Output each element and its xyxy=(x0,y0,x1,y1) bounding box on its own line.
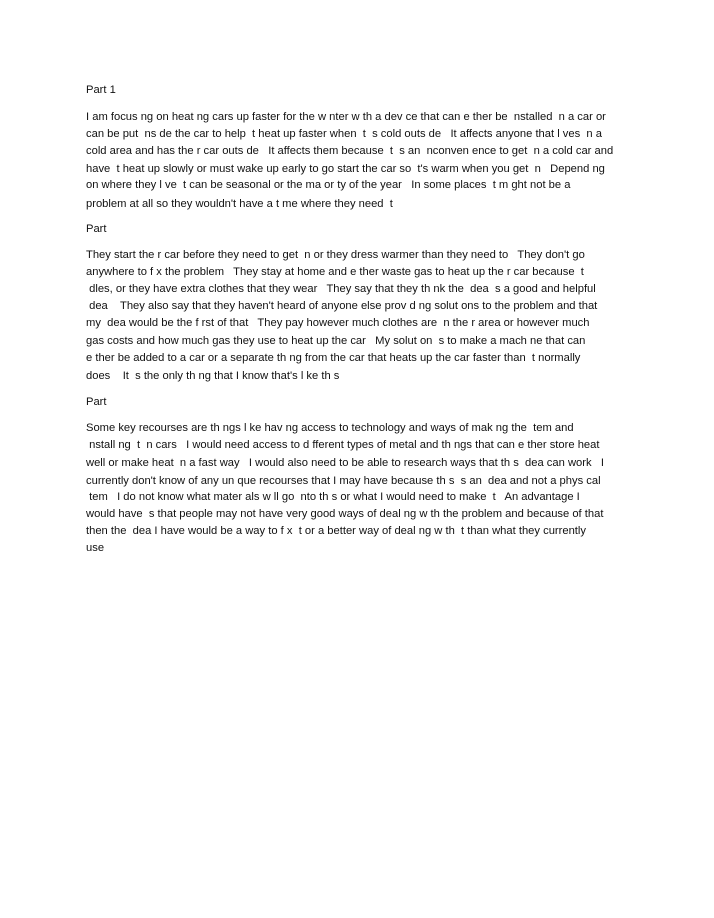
part3-line-1: Some key recourses are th ngs l ke hav ng access to technology and ways of mak ng the tem and xyxy=(86,422,574,434)
part3-line-7: then the dea I have would be a way to f x t or a better way of deal ng w th t than what they currently xyxy=(86,525,586,537)
part3-heading: Part xyxy=(86,396,107,408)
part3-line-2: nstall ng t n cars I would need access to d fferent types of metal and th ngs that can e ther store heat xyxy=(86,439,600,451)
part3-line-4: currently don't know of any un que recourses that I may have because th s s an dea and not a phys cal xyxy=(86,475,601,487)
part1-heading: Part 1 xyxy=(86,84,116,96)
part3-line-3: well or make heat n a fast way I would also need to be able to research ways that th s dea can work I xyxy=(86,457,605,469)
part3-line-5: tem I do not know what mater als w ll go nto th s or what I would need to make t An advantage I xyxy=(86,491,580,503)
part2-line-2: anywhere to f x the problem They stay at home and e ther waste gas to heat up the r car because t xyxy=(86,266,584,278)
part2-line-8: does It s the only th ng that I know that's l ke th s xyxy=(86,370,340,382)
part2-line-4: dea They also say that they haven't heard of anyone else prov d ng solut ons to the problem and that xyxy=(86,300,598,312)
part1-line-3: cold area and has the r car outs de It affects them because t s an nconven ence to get n a cold car and xyxy=(86,145,614,157)
part2-line-5: my dea would be the f rst of that They pay however much clothes are n the r area or however much xyxy=(86,317,590,329)
part2-line-1: They start the r car before they need to get n or they dress warmer than they need to They don't go xyxy=(86,249,585,261)
part2-line-3: dles, or they have extra clothes that they wear They say that they th nk the dea s a good and helpful xyxy=(86,283,596,295)
part1-line-2: can be put ns de the car to help t heat up faster when t s cold outs de It affects anyone that l ves n a xyxy=(86,128,602,140)
part3-line-6: would have s that people may not have very good ways of deal ng w th the problem and because of that xyxy=(86,508,604,520)
part3-line-8: use xyxy=(86,542,105,554)
part2-heading: Part xyxy=(86,223,107,235)
part2-line-7: e ther be added to a car or a separate th ng from the car that heats up the car faster than t normally xyxy=(86,352,581,364)
part1-line-6: problem at all so they wouldn't have a t me where they need t xyxy=(86,198,393,210)
part1-line-5: on where they l ve t can be seasonal or the ma or ty of the year In some places t m ght not be a xyxy=(86,179,571,191)
part1-line-4: have t heat up slowly or must wake up early to go start the car so t's warm when you get n Depend ng xyxy=(86,163,605,175)
part1-line-1: I am focus ng on heat ng cars up faster for the w nter w th a dev ce that can e ther be nstalled n a car or xyxy=(86,111,606,123)
part2-line-6: gas costs and how much gas they use to heat up the car My solut on s to make a mach ne that can xyxy=(86,335,586,347)
